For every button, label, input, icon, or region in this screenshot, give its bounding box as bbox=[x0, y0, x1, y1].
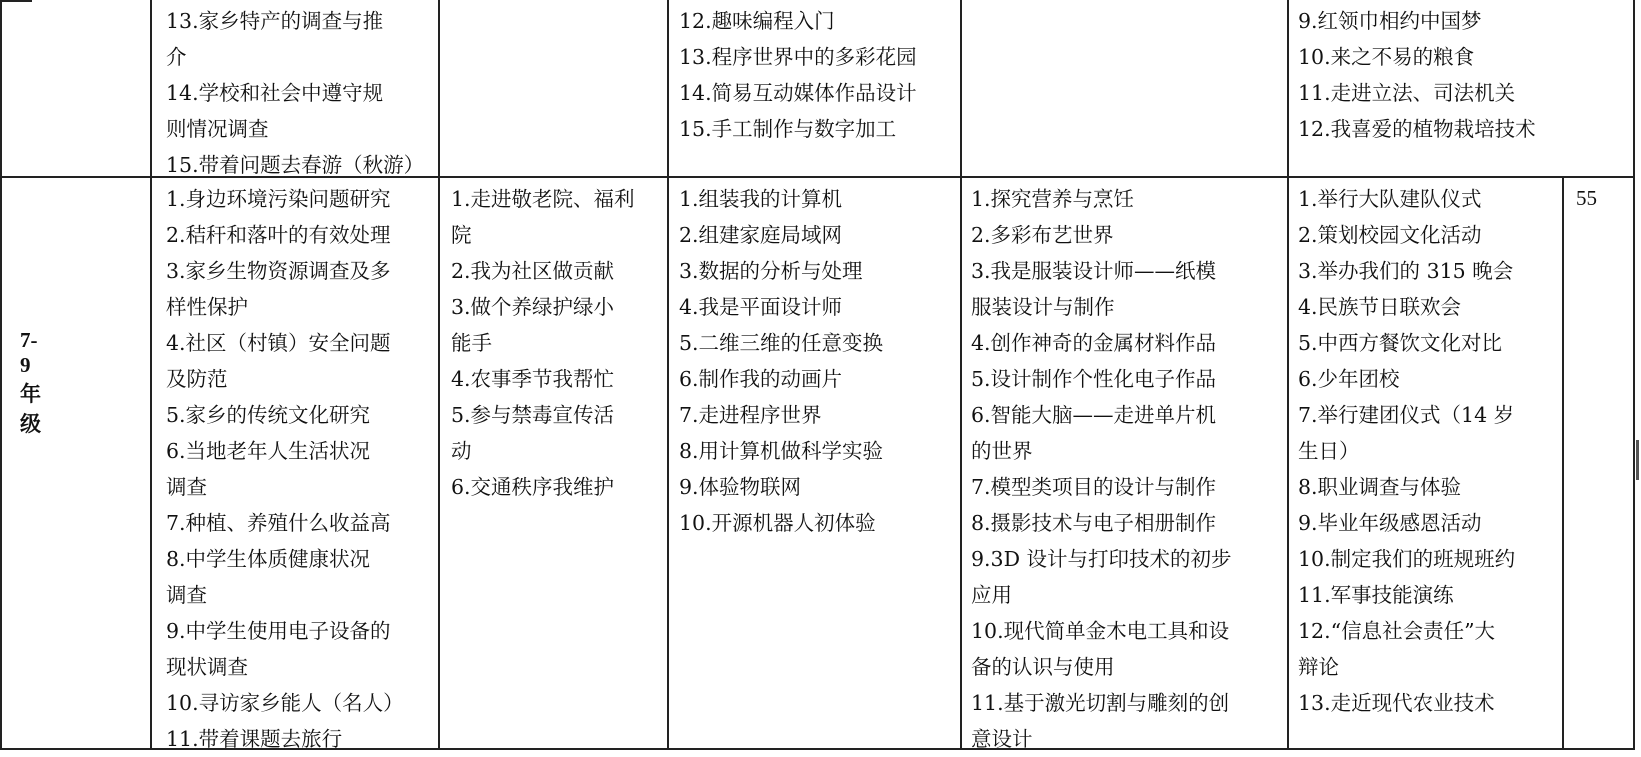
hours-value: 55 bbox=[1576, 186, 1597, 210]
grid-line bbox=[0, 0, 2, 750]
design-making-cell bbox=[971, 181, 1232, 757]
cell-line: 5.中西方餐饮文化对比 bbox=[1298, 331, 1503, 355]
cell-line: 4.民族节日联欢会 bbox=[1298, 295, 1462, 319]
cell-line: 服装设计与制作 bbox=[971, 295, 1115, 319]
cell-line: 13.程序世界中的多彩花园 bbox=[679, 45, 917, 69]
top-row-col3-cell bbox=[679, 3, 917, 147]
cell-line: 备的认识与使用 bbox=[971, 655, 1115, 679]
cell-line: 6.当地老年人生活状况 bbox=[166, 439, 371, 463]
cell-line: 12.我喜爱的植物栽培技术 bbox=[1298, 117, 1536, 141]
research-topics-cell bbox=[166, 181, 404, 757]
cell-line: 6.智能大脑——走进单片机 bbox=[971, 403, 1217, 427]
cell-line: 3.举办我们的 315 晚会 bbox=[1298, 259, 1514, 283]
community-service-cell bbox=[451, 181, 635, 505]
cell-line: 5.家乡的传统文化研究 bbox=[166, 403, 371, 427]
cell-line: 10.现代简单金木电工具和设 bbox=[971, 619, 1230, 643]
cell-line: 意设计 bbox=[971, 727, 1033, 751]
cell-line: 1.组装我的计算机 bbox=[679, 187, 843, 211]
cell-line: 9.毕业年级感恩活动 bbox=[1298, 511, 1482, 535]
cell-line: 4.农事季节我帮忙 bbox=[451, 367, 615, 391]
cell-line: 介 bbox=[166, 45, 187, 69]
cell-line: 5.二维三维的任意变换 bbox=[679, 331, 884, 355]
cell-line: 样性保护 bbox=[166, 295, 248, 319]
cell-line: 2.秸秆和落叶的有效处理 bbox=[166, 223, 391, 247]
cell-line: 10.制定我们的班规班约 bbox=[1298, 547, 1516, 571]
cell-line: 6.交通秩序我维护 bbox=[451, 475, 615, 499]
cell-line: 则情况调查 bbox=[166, 117, 269, 141]
cell-line: 9.中学生使用电子设备的 bbox=[166, 619, 391, 643]
cell-line: 11.军事技能演练 bbox=[1298, 583, 1454, 607]
cell-line: 6.制作我的动画片 bbox=[679, 367, 843, 391]
cell-line: 14.学校和社会中遵守规 bbox=[166, 81, 384, 105]
cell-line: 2.多彩布艺世界 bbox=[971, 223, 1114, 247]
cell-line: 15.带着问题去春游（秋游） bbox=[166, 153, 425, 177]
cell-line: 1.身边环境污染问题研究 bbox=[166, 187, 391, 211]
grid-line bbox=[667, 0, 669, 750]
cell-line: 6.少年团校 bbox=[1298, 367, 1400, 391]
it-topics-cell bbox=[679, 181, 883, 541]
cell-line: 3.数据的分析与处理 bbox=[679, 259, 863, 283]
cell-line: 能手 bbox=[451, 331, 492, 355]
grid-line bbox=[1287, 0, 1289, 750]
cell-line: 5.设计制作个性化电子作品 bbox=[971, 367, 1217, 391]
grid-line bbox=[438, 0, 440, 750]
cell-line: 动 bbox=[451, 439, 472, 463]
cell-line: 及防范 bbox=[166, 367, 228, 391]
grid-line bbox=[1562, 176, 1564, 750]
cell-line: 11.基于激光切割与雕刻的创 bbox=[971, 691, 1230, 715]
cell-line: 10.来之不易的粮食 bbox=[1298, 45, 1475, 69]
cell-line: 7.走进程序世界 bbox=[679, 403, 822, 427]
cell-line: 现状调查 bbox=[166, 655, 248, 679]
cell-line: 3.做个养绿护绿小 bbox=[451, 295, 615, 319]
cell-line: 2.组建家庭局域网 bbox=[679, 223, 843, 247]
cell-line: 10.寻访家乡能人（名人） bbox=[166, 691, 404, 715]
top-row-col5-cell bbox=[1298, 3, 1536, 147]
scrollbar-thumb[interactable] bbox=[1636, 440, 1639, 480]
cell-line: 3.家乡生物资源调查及多 bbox=[166, 259, 391, 283]
cell-line: 11.带着课题去旅行 bbox=[166, 727, 343, 751]
cell-line: 1.走进敬老院、福利 bbox=[451, 187, 635, 211]
cell-line: 院 bbox=[451, 223, 472, 247]
cell-line: 10.开源机器人初体验 bbox=[679, 511, 876, 535]
cell-line: 13.家乡特产的调查与推 bbox=[166, 9, 384, 33]
cell-line: 8.中学生体质健康状况 bbox=[166, 547, 371, 571]
cell-line: 2.我为社区做贡献 bbox=[451, 259, 615, 283]
cell-line: 2.策划校园文化活动 bbox=[1298, 223, 1482, 247]
cell-line: 调查 bbox=[166, 583, 207, 607]
career-activities-cell bbox=[1298, 181, 1515, 721]
grid-line bbox=[0, 0, 32, 2]
cell-line: 12.趣味编程入门 bbox=[679, 9, 835, 33]
cell-line: 5.参与禁毒宣传活 bbox=[451, 403, 615, 427]
cell-line: 4.社区（村镇）安全问题 bbox=[166, 331, 391, 355]
cell-line: 1.举行大队建队仪式 bbox=[1298, 187, 1482, 211]
cell-line: 12.“信息社会责任”大 bbox=[1298, 619, 1496, 643]
cell-line: 4.我是平面设计师 bbox=[679, 295, 843, 319]
cell-line: 14.简易互动媒体作品设计 bbox=[679, 81, 917, 105]
cell-line: 生日） bbox=[1298, 439, 1360, 463]
grid-line bbox=[1633, 0, 1635, 750]
cell-line: 9.体验物联网 bbox=[679, 475, 802, 499]
cell-line: 4.创作神奇的金属材料作品 bbox=[971, 331, 1217, 355]
top-row-col1-cell bbox=[166, 3, 424, 183]
cell-line: 15.手工制作与数字加工 bbox=[679, 117, 897, 141]
cell-line: 辩论 bbox=[1298, 655, 1339, 679]
grid-line bbox=[150, 0, 152, 750]
grid-line bbox=[960, 0, 962, 750]
cell-line: 3.我是服装设计师——纸模 bbox=[971, 259, 1217, 283]
cell-line: 13.走近现代农业技术 bbox=[1298, 691, 1495, 715]
cell-line: 7.模型类项目的设计与制作 bbox=[971, 475, 1217, 499]
cell-line: 8.用计算机做科学实验 bbox=[679, 439, 884, 463]
cell-line: 8.摄影技术与电子相册制作 bbox=[971, 511, 1217, 535]
cell-line: 7.种植、养殖什么收益高 bbox=[166, 511, 391, 535]
cell-line: 9.红领巾相约中国梦 bbox=[1298, 9, 1482, 33]
cell-line: 8.职业调查与体验 bbox=[1298, 475, 1462, 499]
grade-label: 7-9 年级 bbox=[20, 328, 41, 436]
cell-line: 调查 bbox=[166, 475, 207, 499]
cell-line: 9.3D 设计与打印技术的初步 bbox=[971, 547, 1232, 571]
cell-line: 1.探究营养与烹饪 bbox=[971, 187, 1135, 211]
cell-line: 11.走进立法、司法机关 bbox=[1298, 81, 1516, 105]
cell-line: 7.举行建团仪式（14 岁 bbox=[1298, 403, 1515, 427]
cell-line: 的世界 bbox=[971, 439, 1033, 463]
cell-line: 应用 bbox=[971, 583, 1012, 607]
